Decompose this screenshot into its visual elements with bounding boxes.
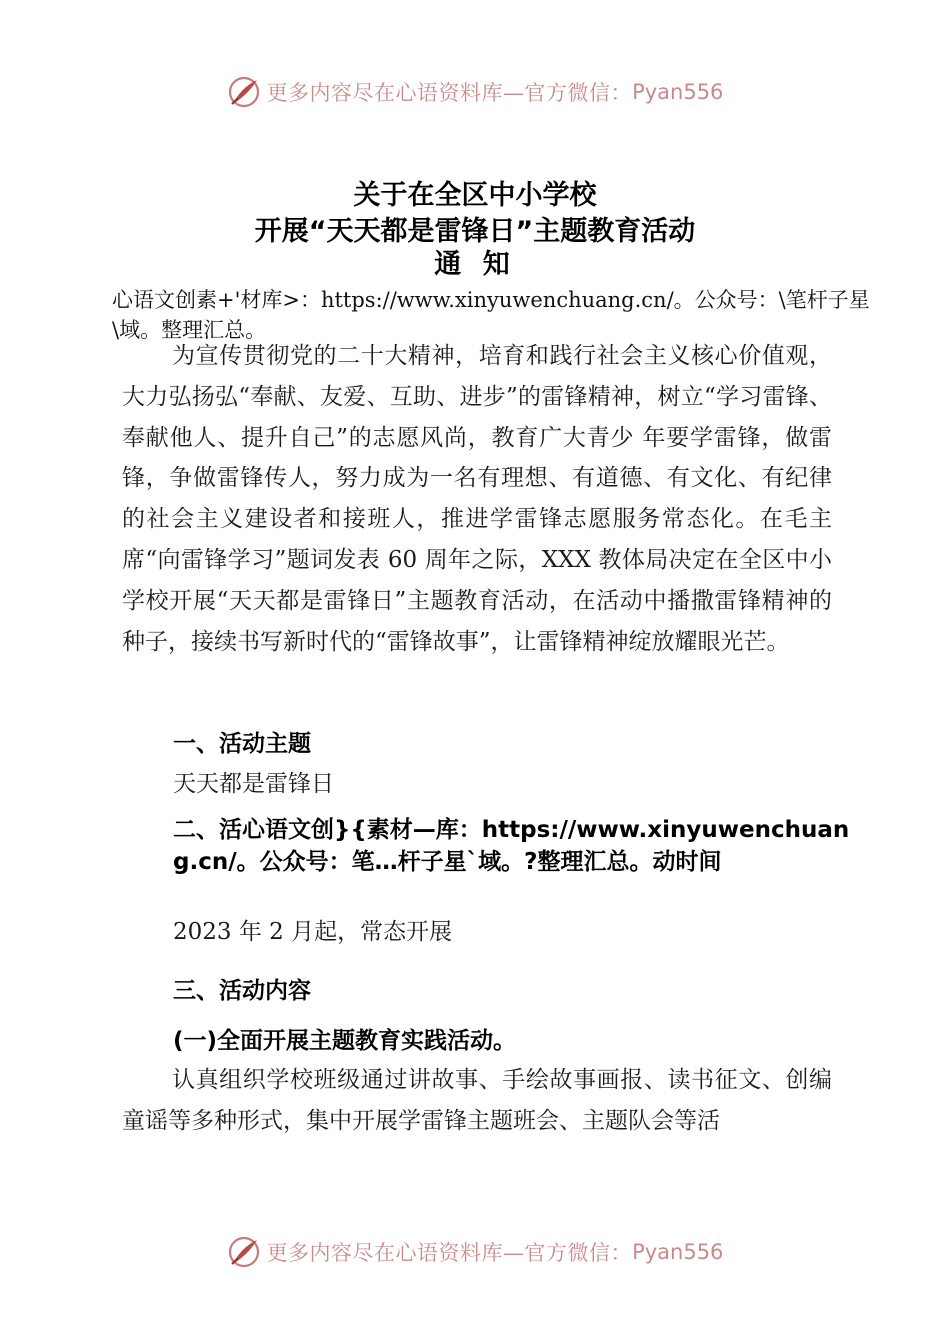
feather-pen-logo-icon: [227, 75, 261, 109]
section-2-value: 2023 年 2 月起，常态开展: [173, 919, 453, 945]
title-line-3: 通 知: [434, 249, 516, 280]
section-3-subheading: (一)全面开展主题教育实践活动。: [173, 1028, 517, 1054]
section-1-heading: 一、活动主题: [173, 731, 311, 757]
watermark-text: 更多内容尽在心语资料库—官方微信：: [266, 81, 633, 105]
title-line-1: 关于在全区中小学校: [353, 180, 597, 211]
watermark-code: Pyan556: [632, 1240, 724, 1264]
header-watermark: [0, 72, 950, 112]
section-2-heading: 二、活心语文创}{素材—库：https://www.xinyuwenchuang.cn/。公众号：笔…杆子星`域。?整理汇总。动时间: [173, 817, 850, 875]
source-note: 心语文创素+'材库>：https://www.xinyuwenchuang.cn/。公众号：\笔杆子星\域。整理汇总。: [112, 288, 870, 342]
watermark-text: 更多内容尽在心语资料库—官方微信：: [266, 1241, 633, 1265]
intro-paragraph: 为宣传贯彻党的二十大精神，培育和践行社会主义核心价值观，大力弘扬弘“奉献、友爱、互助、进步”的雷锋精神，树立“学习雷锋、奉献他人、提升自己”的志愿风尚，教育广大青少 年要学雷锋，做雷锋，争做雷锋传人，努力成为一名有理想、有道德、有文化、有纪律的社会主义建设者和接班人，推进学雷锋志愿服务常态化。在毛主席“向雷锋学习”题词发表 60 周年之际，XXX 教体局决定在全区中小学校开展“天天都是雷锋日”主题教育活动，在活动中播撒雷锋精神的种子，接续书写新时代的“雷锋故事”，让雷锋精神绽放耀眼光芒。: [122, 343, 832, 655]
feather-pen-logo-icon: [227, 1235, 261, 1269]
section-1-value: 天天都是雷锋日: [173, 771, 334, 797]
footer-watermark: [0, 1232, 950, 1272]
watermark-code: Pyan556: [632, 80, 724, 104]
section-3-heading: 三、活动内容: [173, 978, 311, 1004]
title-line-2: 开展“天天都是雷锋日”主题教育活动: [254, 216, 696, 247]
document-title: [0, 178, 950, 280]
section-3-paragraph: 认真组织学校班级通过讲故事、手绘故事画报、读书征文、创编童谣等多种形式，集中开展学雷锋主题班会、主题队会等活: [122, 1067, 832, 1134]
